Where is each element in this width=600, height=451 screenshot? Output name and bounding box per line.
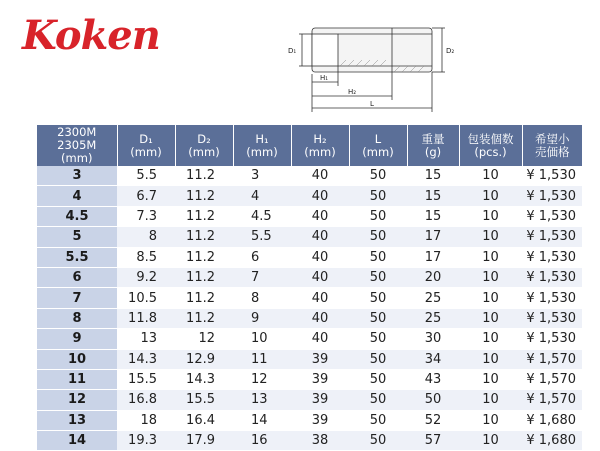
spec-table — [37, 125, 582, 451]
table-row — [37, 267, 582, 287]
cell-d1: 6.7 — [117, 186, 175, 206]
cell-h1: 10 — [233, 329, 291, 349]
table-header-row — [37, 125, 582, 166]
cell-h2: 40 — [291, 206, 349, 226]
cell-h1: 4 — [233, 186, 291, 206]
cell-h2: 40 — [291, 288, 349, 308]
cell-d1: 18 — [117, 410, 175, 430]
cell-h1: 11 — [233, 349, 291, 369]
cell-h2: 40 — [291, 329, 349, 349]
cell-weight: 15 — [407, 186, 459, 206]
header-price: 希望小 売価格 — [522, 125, 582, 166]
cell-d2: 11.2 — [175, 166, 233, 186]
cell-d2: 11.2 — [175, 247, 233, 267]
cell-size: 9 — [37, 329, 117, 349]
cell-pack: 10 — [459, 186, 522, 206]
table-row — [37, 308, 582, 328]
cell-size: 3 — [37, 166, 117, 186]
socket-dimension-diagram — [282, 20, 462, 116]
table-row — [37, 329, 582, 349]
cell-price: ¥ 1,570 — [522, 349, 582, 369]
cell-d1: 16.8 — [117, 390, 175, 410]
cell-d2: 15.5 — [175, 390, 233, 410]
cell-price: ¥ 1,570 — [522, 369, 582, 389]
cell-weight: 17 — [407, 227, 459, 247]
cell-size: 14 — [37, 431, 117, 451]
cell-d2: 12.9 — [175, 349, 233, 369]
table-row — [37, 349, 582, 369]
cell-weight: 15 — [407, 206, 459, 226]
cell-h1: 3 — [233, 166, 291, 186]
cell-h2: 39 — [291, 410, 349, 430]
header-pack-qty: 包装個数 (pcs.) — [459, 125, 522, 166]
cell-pack: 10 — [459, 349, 522, 369]
cell-h1: 4.5 — [233, 206, 291, 226]
cell-weight: 17 — [407, 247, 459, 267]
cell-h2: 40 — [291, 166, 349, 186]
cell-h2: 39 — [291, 349, 349, 369]
cell-price: ¥ 1,570 — [522, 390, 582, 410]
cell-price: ¥ 1,680 — [522, 431, 582, 451]
label-d1: D₁ — [288, 47, 297, 55]
cell-pack: 10 — [459, 329, 522, 349]
cell-price: ¥ 1,530 — [522, 186, 582, 206]
header-h1: H₁ (mm) — [233, 125, 291, 166]
table-row — [37, 206, 582, 226]
cell-h1: 13 — [233, 390, 291, 410]
cell-d1: 7.3 — [117, 206, 175, 226]
table-row — [37, 410, 582, 430]
header-d1: D₁ (mm) — [117, 125, 175, 166]
cell-l: 50 — [349, 369, 407, 389]
cell-d1: 14.3 — [117, 349, 175, 369]
cell-pack: 10 — [459, 247, 522, 267]
cell-pack: 10 — [459, 431, 522, 451]
cell-d1: 9.2 — [117, 267, 175, 287]
cell-size: 4.5 — [37, 206, 117, 226]
cell-pack: 10 — [459, 308, 522, 328]
cell-pack: 10 — [459, 227, 522, 247]
cell-d1: 8 — [117, 227, 175, 247]
table-row — [37, 431, 582, 451]
cell-h1: 14 — [233, 410, 291, 430]
cell-weight: 25 — [407, 308, 459, 328]
cell-d2: 11.2 — [175, 267, 233, 287]
cell-d2: 11.2 — [175, 227, 233, 247]
cell-d2: 17.9 — [175, 431, 233, 451]
header-h2: H₂ (mm) — [291, 125, 349, 166]
cell-price: ¥ 1,680 — [522, 410, 582, 430]
label-h2: H₂ — [348, 88, 357, 96]
cell-l: 50 — [349, 227, 407, 247]
table-row — [37, 369, 582, 389]
cell-l: 50 — [349, 308, 407, 328]
cell-h2: 40 — [291, 267, 349, 287]
cell-h2: 39 — [291, 390, 349, 410]
cell-size: 11 — [37, 369, 117, 389]
cell-d2: 12 — [175, 329, 233, 349]
cell-pack: 10 — [459, 206, 522, 226]
cell-size: 7 — [37, 288, 117, 308]
cell-weight: 20 — [407, 267, 459, 287]
cell-d1: 11.8 — [117, 308, 175, 328]
table-row — [37, 166, 582, 186]
label-h1: H₁ — [320, 74, 329, 82]
cell-price: ¥ 1,530 — [522, 227, 582, 247]
cell-pack: 10 — [459, 166, 522, 186]
label-d2: D₂ — [446, 47, 455, 55]
cell-d2: 11.2 — [175, 206, 233, 226]
cell-price: ¥ 1,530 — [522, 267, 582, 287]
cell-size: 5.5 — [37, 247, 117, 267]
table-row — [37, 247, 582, 267]
koken-logo: Koken — [22, 12, 160, 59]
cell-h1: 16 — [233, 431, 291, 451]
cell-weight: 43 — [407, 369, 459, 389]
table-row — [37, 288, 582, 308]
cell-d1: 15.5 — [117, 369, 175, 389]
cell-h1: 12 — [233, 369, 291, 389]
cell-size: 8 — [37, 308, 117, 328]
cell-pack: 10 — [459, 369, 522, 389]
cell-h1: 7 — [233, 267, 291, 287]
cell-d2: 11.2 — [175, 308, 233, 328]
cell-d1: 19.3 — [117, 431, 175, 451]
cell-l: 50 — [349, 166, 407, 186]
cell-h1: 5.5 — [233, 227, 291, 247]
cell-pack: 10 — [459, 288, 522, 308]
cell-h2: 40 — [291, 186, 349, 206]
table-row — [37, 390, 582, 410]
cell-weight: 52 — [407, 410, 459, 430]
cell-weight: 57 — [407, 431, 459, 451]
cell-d2: 11.2 — [175, 186, 233, 206]
cell-h1: 6 — [233, 247, 291, 267]
cell-l: 50 — [349, 390, 407, 410]
cell-h1: 8 — [233, 288, 291, 308]
cell-l: 50 — [349, 349, 407, 369]
cell-price: ¥ 1,530 — [522, 247, 582, 267]
cell-d1: 13 — [117, 329, 175, 349]
cell-pack: 10 — [459, 410, 522, 430]
table-row — [37, 186, 582, 206]
cell-size: 4 — [37, 186, 117, 206]
cell-d2: 16.4 — [175, 410, 233, 430]
cell-d2: 14.3 — [175, 369, 233, 389]
cell-pack: 10 — [459, 390, 522, 410]
cell-size: 13 — [37, 410, 117, 430]
header-l: L (mm) — [349, 125, 407, 166]
cell-size: 6 — [37, 267, 117, 287]
cell-price: ¥ 1,530 — [522, 288, 582, 308]
cell-h1: 9 — [233, 308, 291, 328]
cell-pack: 10 — [459, 267, 522, 287]
cell-d1: 10.5 — [117, 288, 175, 308]
cell-l: 50 — [349, 288, 407, 308]
cell-price: ¥ 1,530 — [522, 166, 582, 186]
cell-d1: 8.5 — [117, 247, 175, 267]
cell-l: 50 — [349, 431, 407, 451]
header-model: 2300M 2305M (mm) — [37, 125, 117, 166]
cell-weight: 30 — [407, 329, 459, 349]
cell-h2: 40 — [291, 227, 349, 247]
cell-h2: 39 — [291, 369, 349, 389]
cell-l: 50 — [349, 410, 407, 430]
cell-price: ¥ 1,530 — [522, 206, 582, 226]
cell-l: 50 — [349, 247, 407, 267]
cell-d1: 5.5 — [117, 166, 175, 186]
table-row — [37, 227, 582, 247]
cell-h2: 40 — [291, 247, 349, 267]
header-d2: D₂ (mm) — [175, 125, 233, 166]
header-weight: 重量 (g) — [407, 125, 459, 166]
cell-h2: 38 — [291, 431, 349, 451]
cell-price: ¥ 1,530 — [522, 329, 582, 349]
cell-h2: 40 — [291, 308, 349, 328]
cell-d2: 11.2 — [175, 288, 233, 308]
cell-l: 50 — [349, 329, 407, 349]
cell-l: 50 — [349, 186, 407, 206]
cell-weight: 34 — [407, 349, 459, 369]
label-l: L — [370, 100, 374, 108]
cell-size: 5 — [37, 227, 117, 247]
cell-price: ¥ 1,530 — [522, 308, 582, 328]
cell-l: 50 — [349, 206, 407, 226]
cell-size: 12 — [37, 390, 117, 410]
cell-weight: 25 — [407, 288, 459, 308]
cell-size: 10 — [37, 349, 117, 369]
cell-l: 50 — [349, 267, 407, 287]
cell-weight: 15 — [407, 166, 459, 186]
cell-weight: 50 — [407, 390, 459, 410]
